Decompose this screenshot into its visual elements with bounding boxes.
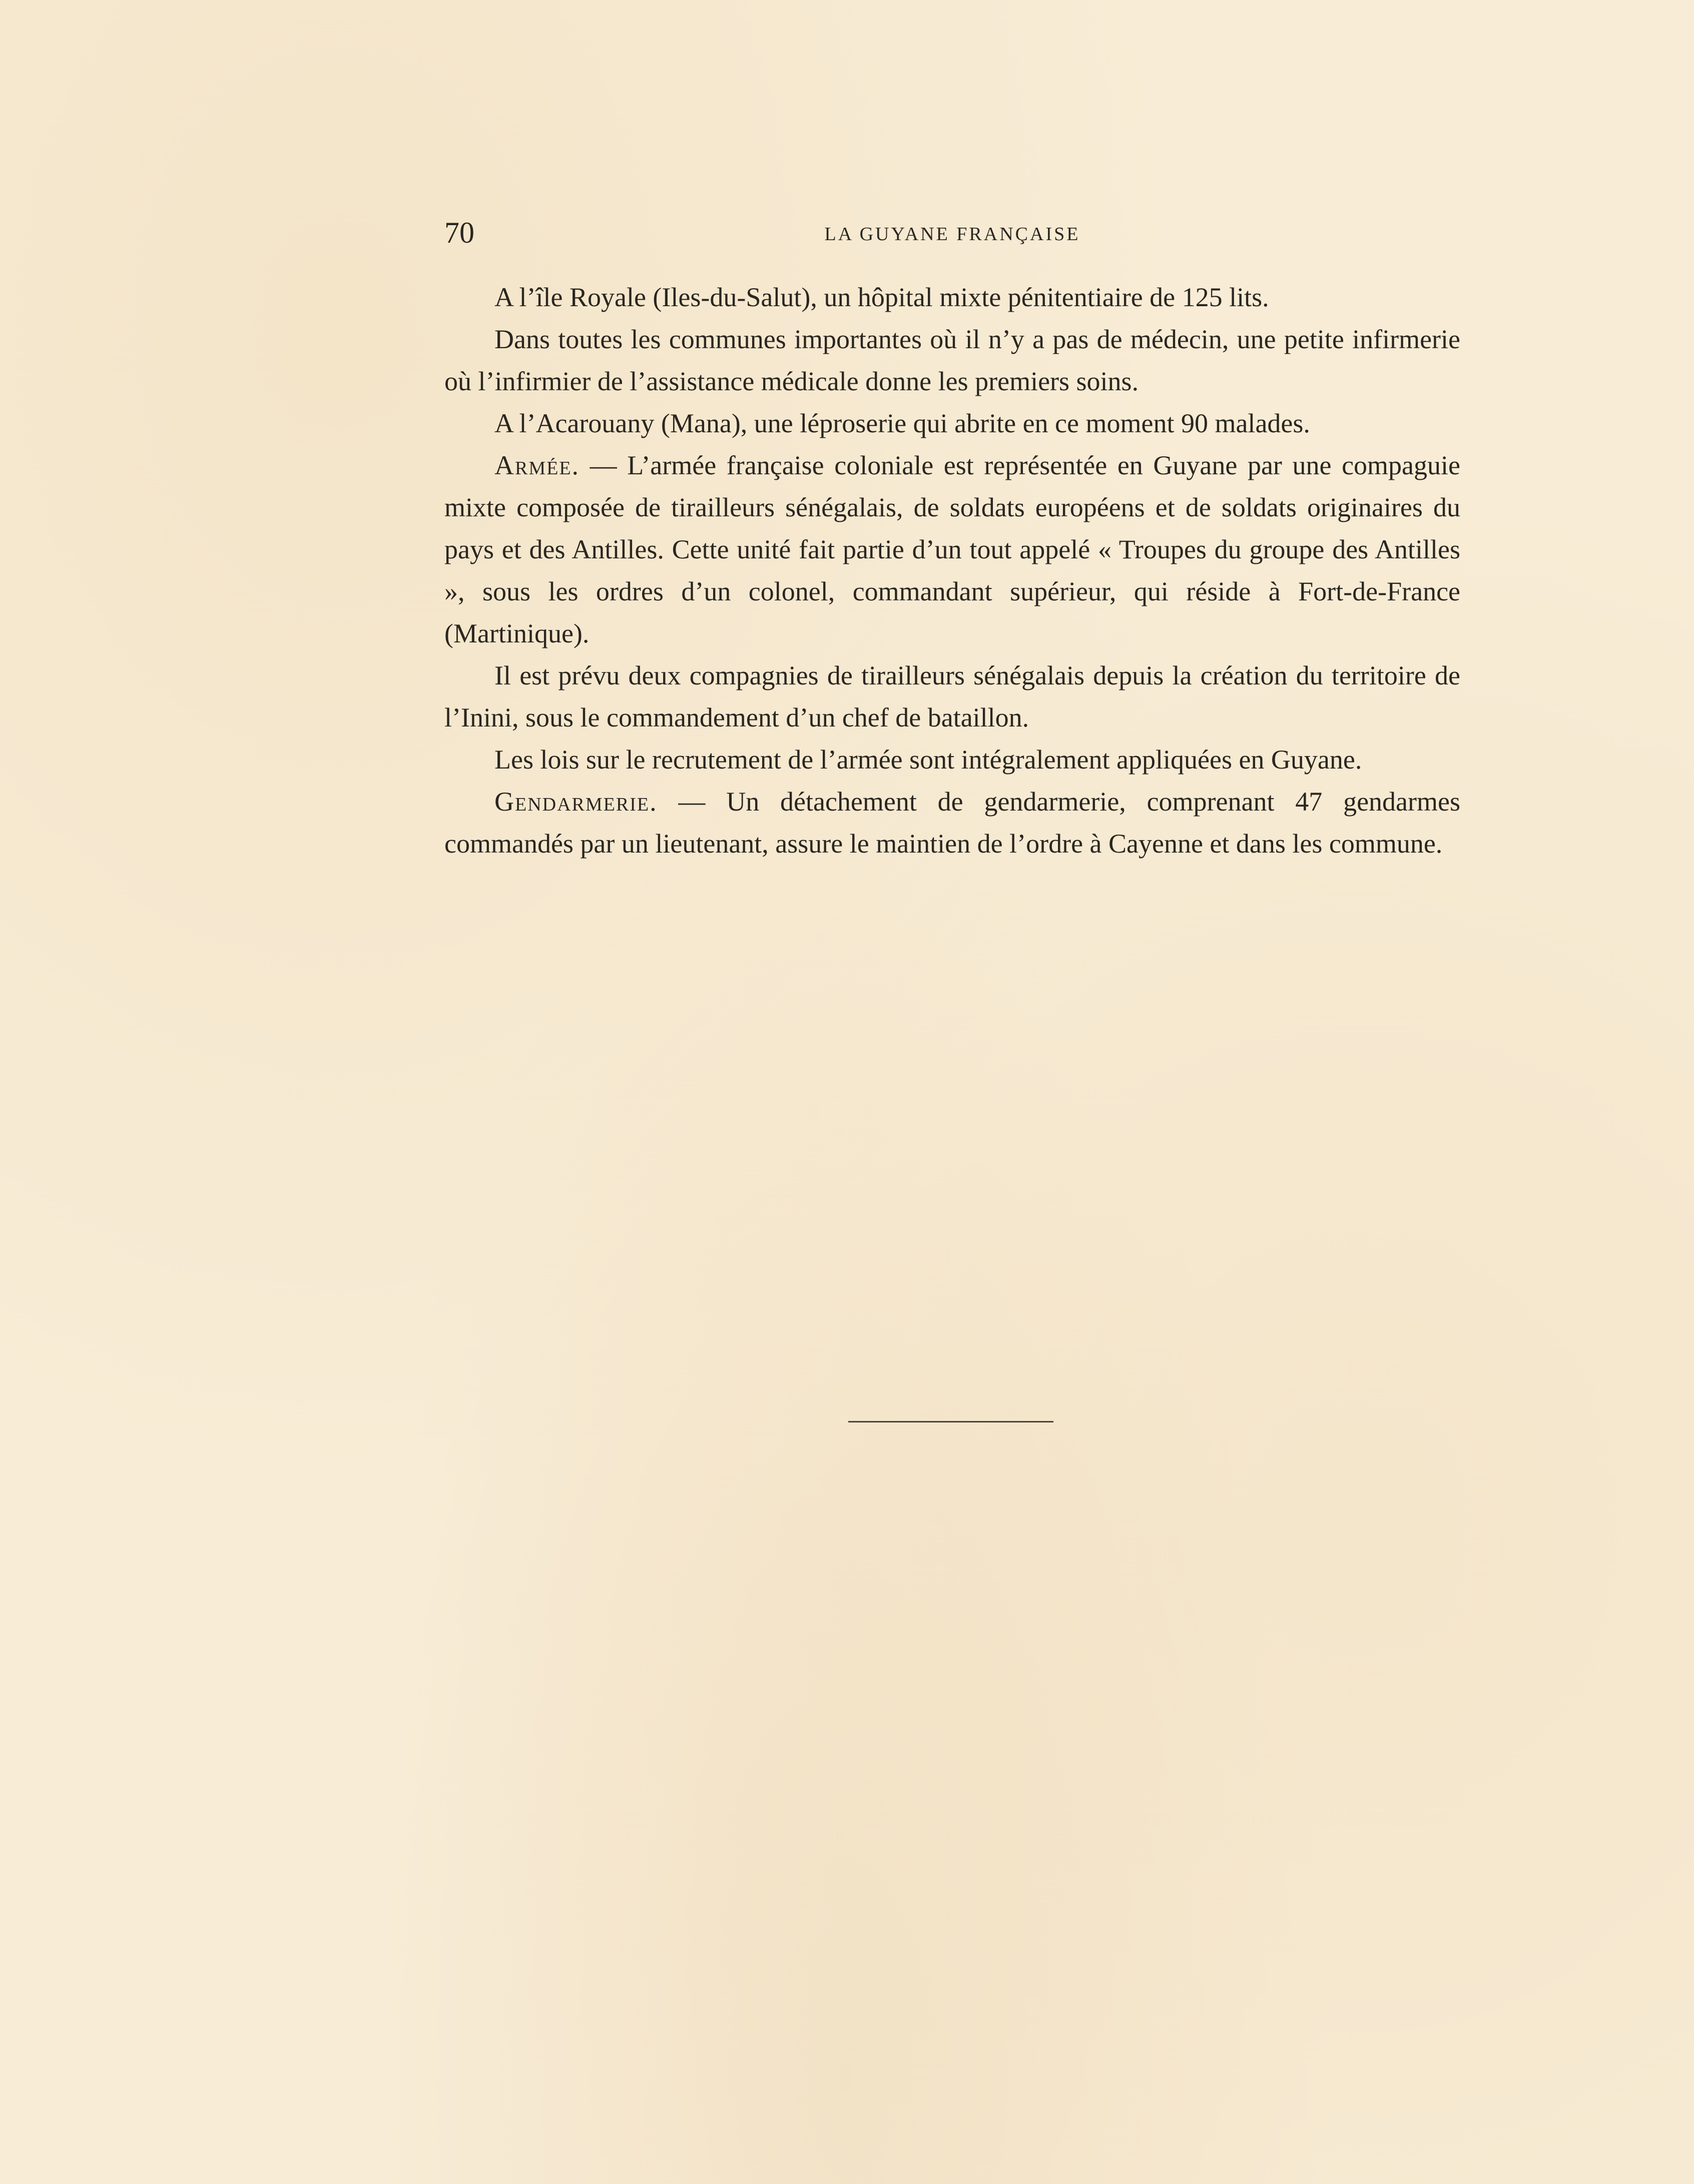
paragraph-text: Les lois sur le recrutement de l’armée sont intégralement appliquées en Guyane. <box>494 745 1362 775</box>
section-lead-gendarmerie: Gendarmerie. <box>494 787 658 817</box>
page-number: 70 <box>444 216 474 249</box>
section-lead-armee: Armée. <box>494 450 580 480</box>
paragraph-armee <box>444 444 1460 654</box>
paragraph-text: Dans toutes les communes importantes où il n’y a pas de médecin, une petite infirmerie où l’infirmier de l’assistance médicale donne les premiers soins. <box>444 324 1460 396</box>
paragraph-text: A l’Acarouany (Mana), une léproserie qui abrite en ce moment 90 malades. <box>494 408 1310 438</box>
paragraph-ile-royale <box>444 276 1460 318</box>
paragraph-text: — L’armée française coloniale est représentée en Guyane par une compaguie mixte composée de tirailleurs sénégalais, de soldats européens et de soldats originaires du pays et des Antilles. Cette unité fait partie d’un tout appelé « Troupes du groupe des Antilles », sous les ordres d’un colonel, commandant supérieur, qui réside à Fort-de-France (Martinique). <box>444 450 1460 648</box>
page-header <box>444 215 1460 250</box>
paragraph-gendarmerie <box>444 781 1460 865</box>
running-title: LA GUYANE FRANÇAISE <box>824 224 1080 245</box>
paragraph-tirailleurs <box>444 654 1460 739</box>
body-text <box>444 276 1460 865</box>
paragraph-text: A l’île Royale (Iles-du-Salut), un hôpital mixte pénitentiaire de 125 lits. <box>494 282 1269 312</box>
paragraph-acarouany <box>444 402 1460 444</box>
paragraph-text: — Un détachement de gendarmerie, comprenant 47 gendarmes commandés par un lieutenant, assure le maintien de l’ordre à Cayenne et dans les commune. <box>444 787 1460 859</box>
paragraph-communes <box>444 318 1460 402</box>
closing-rule <box>848 1421 1053 1422</box>
paragraph-text: Il est prévu deux compagnies de tirailleurs sénégalais depuis la création du territoire de l’Inini, sous le commandement d’un chef de bataillon. <box>444 660 1460 733</box>
paragraph-recrutement <box>444 739 1460 781</box>
